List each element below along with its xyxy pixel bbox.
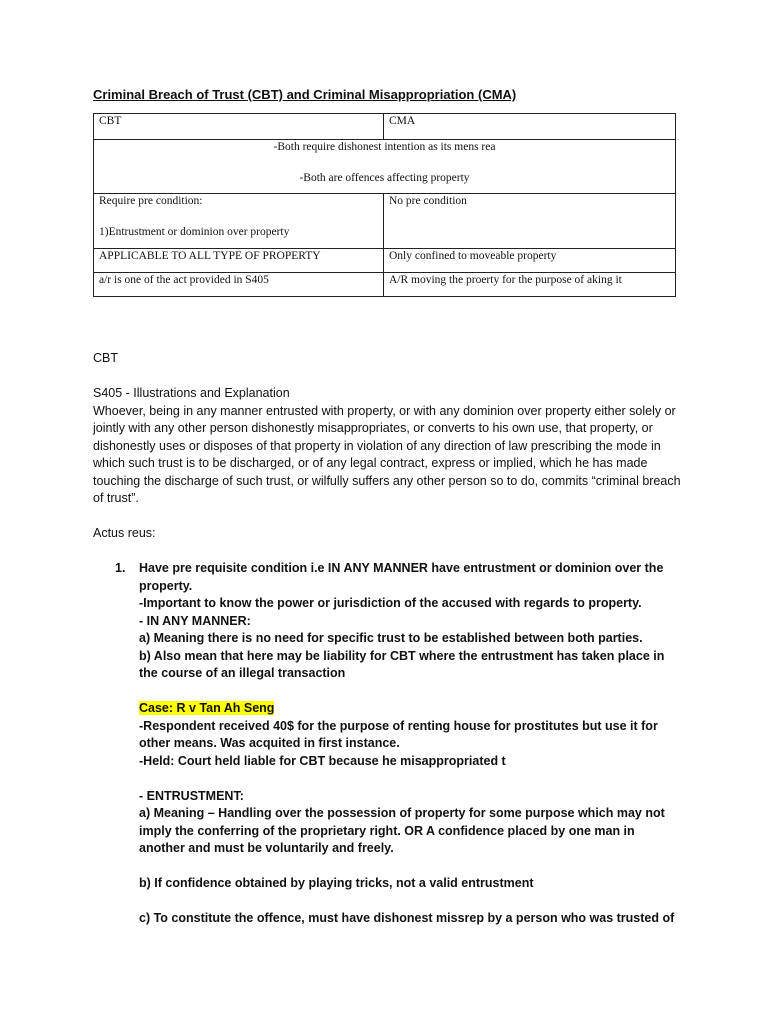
case-line: -Held: Court held liable for CBT because he misappropriated t: [139, 753, 506, 768]
item-line: Have pre requisite condition i.e IN ANY MANNER have entrustment or dominion over the property.: [139, 561, 664, 593]
cbt-act-cell: a/r is one of the act provided in S405: [94, 273, 384, 297]
comparison-table: [93, 113, 676, 297]
common-mens-rea: -Both require dishonest intention as its mens rea: [273, 141, 496, 153]
table-row: [94, 273, 676, 297]
cbt-pre-condition-detail: 1)Entrustment or dominion over property: [99, 226, 290, 238]
cma-act-cell: A/R moving the proerty for the purpose of aking it: [384, 273, 676, 297]
entrustment-a: a) Meaning – Handling over the possession of property for some purpose which may not imply the conferring of the proprietary right. OR A confidence placed by one man in another and must be voluntarily and freely.: [139, 806, 665, 855]
table-row: [94, 249, 676, 273]
case-line: -Respondent received 40$ for the purpose of renting house for prostitutes but use it for other means. Was acquited in first instance.: [139, 718, 658, 750]
actus-reus-heading: Actus reus:: [93, 526, 156, 540]
common-property: -Both are offences affecting property: [299, 172, 470, 184]
table-row: [94, 194, 676, 249]
cbt-pre-condition-label: Require pre condition:: [99, 195, 203, 207]
s405-text: Whoever, being in any manner entrusted with property, or with any dominion over property either solely or jointly with any other person dishonestly misappropriates, or converts to his own use, that property, or dishonestly uses or disposes of that property in violation of any direction of law prescribing the mode in which such trust is to be discharged, or of any legal contract, express or implied, which he has made touching the discharge of such trust, or wilfully suffers any other person so to do, commits “criminal breach of trust”.: [93, 403, 681, 505]
cbt-pre-condition-cell: [94, 194, 384, 249]
table-header-row: [94, 114, 676, 140]
header-cma: CMA: [384, 114, 676, 140]
item-line: a) Meaning there is no need for specific trust to be established between both parties.: [139, 631, 643, 645]
document-body: [93, 350, 683, 928]
table-common-row: [94, 140, 676, 194]
item-line: b) Also mean that here may be liability for CBT where the entrustment has taken place in the course of an illegal transaction: [139, 648, 665, 680]
entrustment-heading: - ENTRUSTMENT:: [139, 788, 244, 803]
document-title: Criminal Breach of Trust (CBT) and Criminal Misappropriation (CMA): [93, 87, 517, 102]
cma-property-cell: Only confined to moveable property: [384, 249, 676, 273]
list-item: [93, 560, 683, 928]
item-line: - IN ANY MANNER:: [139, 613, 251, 628]
cma-pre-condition-cell: No pre condition: [384, 194, 676, 249]
item-line: -Important to know the power or jurisdiction of the accused with regards to property.: [139, 596, 642, 610]
header-cbt: CBT: [94, 114, 384, 140]
cbt-property-cell: APPLICABLE TO ALL TYPE OF PROPERTY: [94, 249, 384, 273]
list-item-number: 1.: [115, 561, 126, 575]
section-heading-cbt: CBT: [93, 351, 118, 365]
s405-heading: S405 - Illustrations and Explanation: [93, 386, 290, 400]
case-title: Case: R v Tan Ah Seng: [139, 701, 275, 715]
entrustment-b: b) If confidence obtained by playing tricks, not a valid entrustment: [139, 876, 534, 890]
entrustment-c: c) To constitute the offence, must have dishonest missrep by a person who was trusted of: [139, 911, 675, 925]
common-cell: [94, 140, 676, 194]
